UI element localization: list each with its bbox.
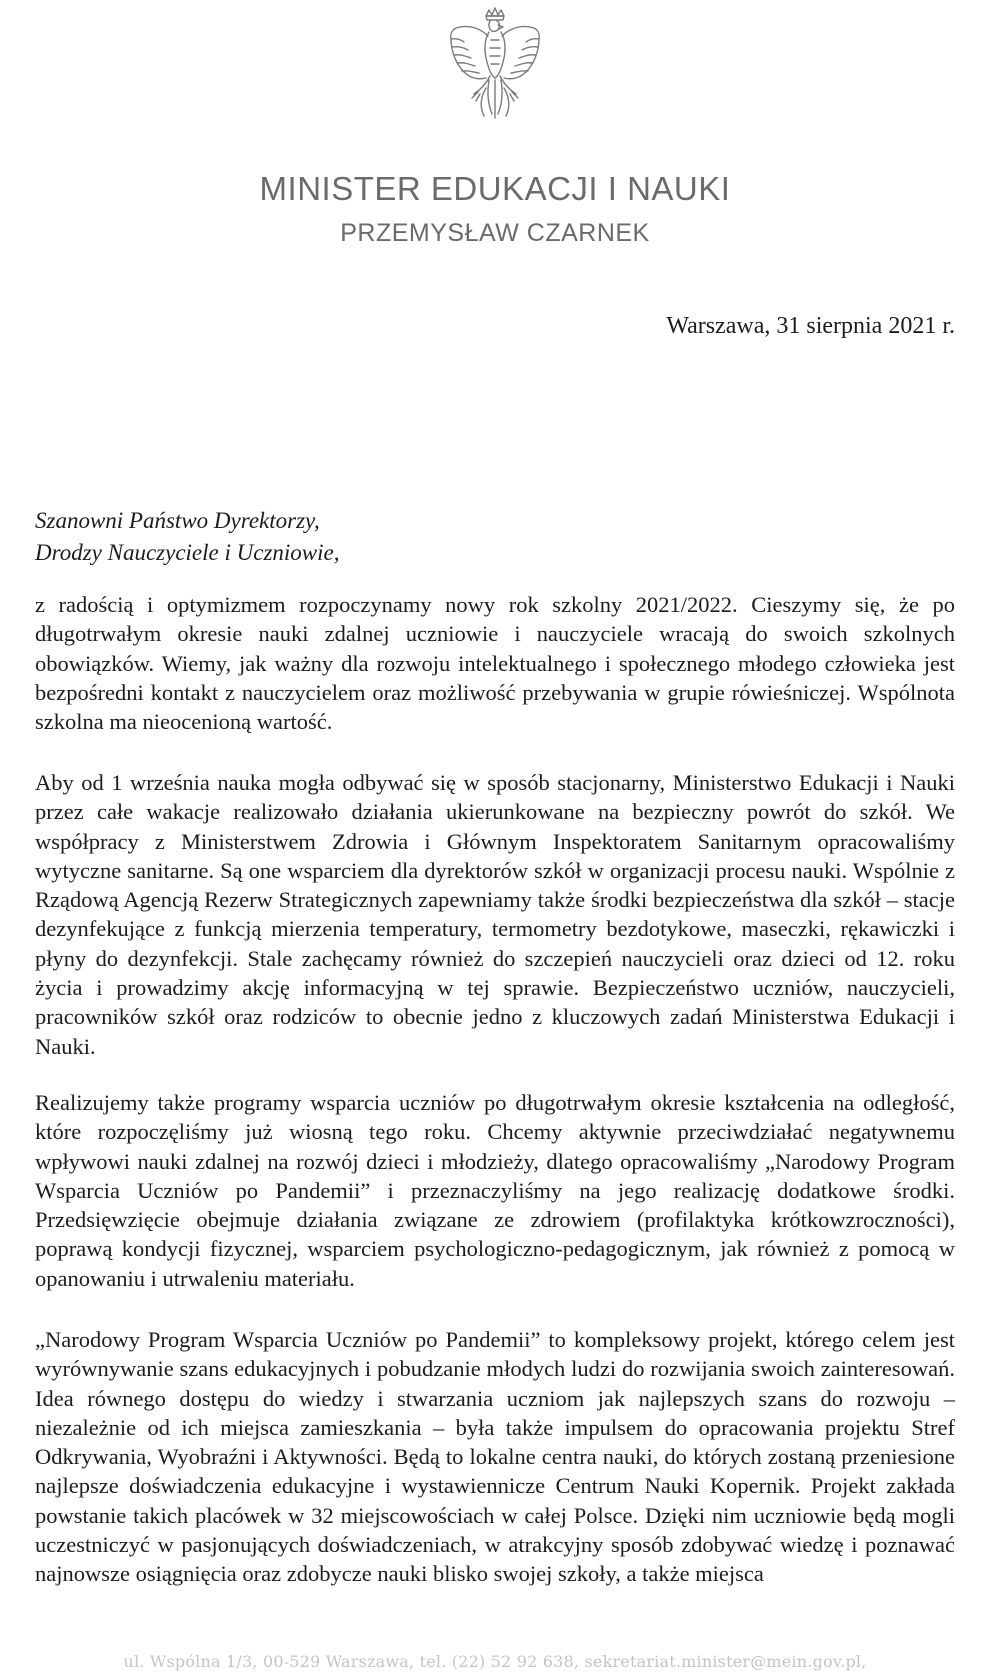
salutation-line-1: Szanowni Państwo Dyrektorzy, bbox=[35, 508, 320, 533]
salutation-line-2: Drodzy Nauczyciele i Uczniowie, bbox=[35, 540, 340, 565]
letter-date: Warszawa, 31 sierpnia 2021 r. bbox=[666, 313, 955, 339]
paragraph-2: Aby od 1 września nauka mogła odbywać się w sposób stacjonarny, Ministerstwo Edukacji i Nauki przez całe wakacje realizowało działania ukierunkowane na bezpieczny powrót do szkół. We współpracy z Ministerstwem Zdrowia i Głównym Inspektoratem Sanitarnym opracowaliśmy wytyczne sanitarne. Są one wsparciem dla dyrektorów szkół w organizacji procesu nauki. Wspólnie z Rządową Agencją Rezerw Strategicznych zapewniamy także środki bezpieczeństwa dla szkół – stacje dezynfekujące z funkcją mierzenia temperatury, termometry bezdotykowe, maseczki, rękawiczki i płyny do dezynfekcji. Stale zachęcamy również do szczepień nauczycieli oraz dzieci od 12. roku życia i prowadzimy akcję informacyjną w tej sprawie. Bezpieczeństwo uczniów, nauczycieli, pracowników szkół oraz rodziców to obecnie jedno z kluczowych zadań Ministerstwa Edukacji i Nauki. bbox=[35, 770, 955, 1059]
minister-name: PRZEMYSŁAW CZARNEK bbox=[340, 219, 650, 247]
polish-eagle-emblem-icon bbox=[442, 6, 548, 124]
minister-title: MINISTER EDUKACJI I NAUKI bbox=[259, 170, 731, 207]
paragraph-1: z radością i optymizmem rozpoczynamy nowy rok szkolny 2021/2022. Cieszymy się, że po długotrwałym okresie nauki zdalnej uczniowie i nauczyciele wracają do swoich szkolnych obowiązków. Wiemy, jak ważny dla rozwoju intelektualnego i społecznego młodego człowieka jest bezpośredni kontakt z nauczycielem oraz możliwość przebywania w grupie rówieśniczej. Wspólnota szkolna ma nieocenioną wartość. bbox=[35, 592, 955, 735]
salutation bbox=[35, 505, 339, 569]
footer-address: ul. Wspólna 1/3, 00-529 Warszawa, tel. (22) 52 92 638, sekretariat.minister@mein.gov.pl, bbox=[123, 1652, 867, 1671]
paragraph-3: Realizujemy także programy wsparcia uczniów po długotrwałym okresie kształcenia na odległość, które rozpoczęliśmy już wiosną tego roku. Chcemy aktywnie przeciwdziałać negatywnemu wpływowi nauki zdalnej na rozwój dzieci i młodzieży, dlatego opracowaliśmy „Narodowy Program Wsparcia Uczniów po Pandemii” i przeznaczyliśmy na jego realizację dodatkowe środki. Przedsięwzięcie obejmuje działania związane ze zdrowiem (profilaktyka krótkowzroczności), poprawą kondycji fizycznej, wsparciem psychologiczno-pedagogicznym, jak również z pomocą w opanowaniu i utrwaleniu materiału. bbox=[35, 1090, 955, 1291]
paragraph-4: „Narodowy Program Wsparcia Uczniów po Pandemii” to kompleksowy projekt, którego celem jest wyrównywanie szans edukacyjnych i pobudzanie młodych ludzi do rozwijania swoich zainteresowań. Idea równego dostępu do wiedzy i stwarzania uczniom jak najlepszych szans do rozwoju – niezależnie od ich miejsca zamieszkania – była także impulsem do opracowania projektu Stref Odkrywania, Wyobraźni i Aktywności. Będą to lokalne centra nauki, do których zostaną przeniesione najlepsze doświadczenia edukacyjne i wystawiennicze Centrum Nauki Kopernik. Projekt zakłada powstanie takich placówek w 32 miejscowościach w całej Polsce. Dzięki nim uczniowie będą mogli uczestniczyć w pasjonujących doświadczeniach, w atrakcyjny sposób zdobywać wiedzę i poznawać najnowsze osiągnięcia oraz zdobycze nauki blisko swojej szkoły, a także miejsca bbox=[35, 1327, 955, 1587]
